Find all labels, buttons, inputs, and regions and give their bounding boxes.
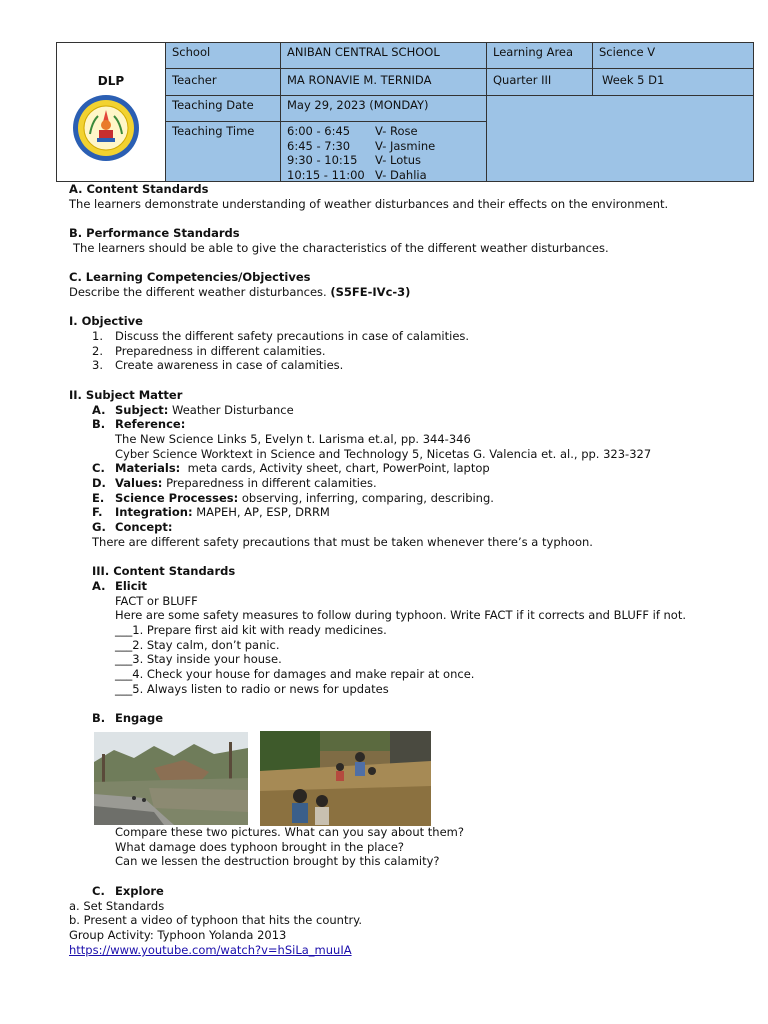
schedule-time: 6:45 - 7:30 <box>287 138 351 153</box>
elicit-title: FACT or BLUFF <box>115 594 198 608</box>
integration-item: F. Integration: MAPEH, AP, ESP, DRRM <box>92 505 330 519</box>
competency-code: (S5FE-IVc-3) <box>330 285 411 299</box>
school-label-cell <box>165 42 281 69</box>
subject-value: Weather Disturbance <box>172 403 294 417</box>
teaching-time-schedule-cell <box>280 121 487 182</box>
materials-label: Materials: <box>115 461 181 475</box>
competencies-text: Describe the different weather disturbances. <box>69 285 327 299</box>
content-section-heading: III. Content Standards <box>92 564 236 578</box>
schedule-time: 10:15 - 11:00 <box>287 167 365 182</box>
processes-item: E. Science Processes: observing, inferring, comparing, describing. <box>92 491 494 505</box>
integration-label: Integration: <box>115 505 193 519</box>
school-label: School <box>172 45 211 59</box>
school-value-cell <box>280 42 487 69</box>
materials-value: meta cards, Activity sheet, chart, PowerPoint, laptop <box>187 461 490 475</box>
reference-text: Cyber Science Worktext in Science and Technology 5, Nicetas G. Valencia et. al., pp. 323-327 <box>115 447 652 461</box>
teaching-date-label-cell <box>165 95 281 122</box>
schedule-time: 9:30 - 10:15 <box>287 153 358 167</box>
content-standards-heading: A. Content Standards <box>69 182 209 196</box>
concept-label: Concept: <box>115 520 173 534</box>
school-value: ANIBAN CENTRAL SCHOOL <box>287 45 440 59</box>
objective-item-text: Preparedness in different calamities. <box>115 344 326 358</box>
materials-item: C. Materials: meta cards, Activity sheet, chart, PowerPoint, laptop <box>92 461 490 475</box>
week-value-cell <box>592 68 754 96</box>
youtube-video-link[interactable]: https://www.youtube.com/watch?v=hSiLa_muuIA <box>69 943 352 957</box>
objective-item-text: Discuss the different safety precautions in case of calamities. <box>115 329 470 343</box>
processes-label: Science Processes: <box>115 491 239 505</box>
explore-line: a. Set Standards <box>69 899 165 913</box>
elicit-question: ___2. Stay calm, don’t panic. <box>115 638 280 652</box>
empty-merged-cell <box>486 95 754 182</box>
engage-question: What damage does typhoon brought in the place? <box>115 840 405 854</box>
explore-line: b. Present a video of typhoon that hits the country. <box>69 913 363 927</box>
teaching-date-label: Teaching Date <box>172 98 254 112</box>
learning-area-value: Science V <box>599 45 656 59</box>
reference-text: The New Science Links 5, Evelyn t. Larisma et.al, pp. 344-346 <box>115 432 471 446</box>
schedule-row <box>287 124 480 139</box>
engage-question: Can we lessen the destruction brought by this calamity? <box>115 854 440 868</box>
flood-photo <box>260 731 431 826</box>
school-seal-icon <box>72 94 140 162</box>
schedule-section: V- Lotus <box>375 153 422 167</box>
performance-standards-text: The learners should be able to give the characteristics of the different weather disturbances. <box>73 241 609 255</box>
engage-label: Engage <box>115 711 164 725</box>
explore-line: Group Activity: Typhoon Yolanda 2013 <box>69 928 287 942</box>
subject-label: Subject: <box>115 403 169 417</box>
reference-item: B. Reference: <box>92 417 186 431</box>
engage-item: B. Engage <box>92 711 164 725</box>
quarter-label: Quarter III <box>493 73 552 87</box>
objective-item: 3. Create awareness in case of calamities. <box>92 358 344 372</box>
schedule-row <box>287 168 480 183</box>
integration-value: MAPEH, AP, ESP, DRRM <box>196 505 330 519</box>
teaching-time-label: Teaching Time <box>172 124 255 138</box>
subject-item: A. Subject: Weather Disturbance <box>92 403 294 417</box>
quarter-label-cell <box>486 68 593 96</box>
objective-heading: I. Objective <box>69 314 143 328</box>
processes-value: observing, inferring, comparing, describing. <box>241 491 494 505</box>
subject-matter-heading: II. Subject Matter <box>69 388 183 402</box>
competencies-line <box>69 285 410 300</box>
explore-item: C. Explore <box>92 884 164 898</box>
values-item: D. Values: Preparedness in different calamities. <box>92 476 377 490</box>
learning-area-label-cell <box>486 42 593 69</box>
teaching-time-label-cell <box>165 121 281 182</box>
learning-area-label: Learning Area <box>493 45 574 59</box>
objective-item: 2. Preparedness in different calamities. <box>92 344 326 358</box>
elicit-question: ___3. Stay inside your house. <box>115 652 282 666</box>
elicit-label: Elicit <box>115 579 147 593</box>
header-table <box>56 42 754 182</box>
reference-label: Reference: <box>115 417 186 431</box>
teacher-value-cell <box>280 68 487 96</box>
objective-item: 1. Discuss the different safety precautions in case of calamities. <box>92 329 470 343</box>
teacher-label-cell <box>165 68 281 96</box>
week-value: Week 5 D1 <box>602 73 665 87</box>
typhoon-damage-photo <box>94 732 248 825</box>
schedule-section: V- Dahlia <box>375 167 427 182</box>
dlp-label: DLP <box>97 74 125 88</box>
teacher-value: MA RONAVIE M. TERNIDA <box>287 73 432 87</box>
teaching-date-value-cell <box>280 95 487 122</box>
schedule-section: V- Jasmine <box>375 138 436 153</box>
elicit-question: ___5. Always listen to radio or news for updates <box>115 682 389 696</box>
elicit-instruction: Here are some safety measures to follow during typhoon. Write FACT if it corrects and BLUFF if not. <box>115 608 687 622</box>
values-value: Preparedness in different calamities. <box>166 476 377 490</box>
schedule-row <box>287 153 480 168</box>
values-label: Values: <box>115 476 163 490</box>
elicit-item: A. Elicit <box>92 579 147 593</box>
performance-standards-heading: B. Performance Standards <box>69 226 240 240</box>
elicit-question: ___4. Check your house for damages and make repair at once. <box>115 667 475 681</box>
content-standards-text: The learners demonstrate understanding of weather disturbances and their effects on the environment. <box>69 197 669 211</box>
concept-text: There are different safety precautions that must be taken whenever there’s a typhoon. <box>92 535 593 549</box>
schedule-section: V- Rose <box>375 124 418 138</box>
competencies-heading: C. Learning Competencies/Objectives <box>69 270 311 284</box>
teacher-label: Teacher <box>172 73 217 87</box>
teaching-date-value: May 29, 2023 (MONDAY) <box>287 98 429 112</box>
learning-area-value-cell <box>592 42 754 69</box>
explore-label: Explore <box>115 884 164 898</box>
schedule-time: 6:00 - 6:45 <box>287 124 351 138</box>
concept-item: G. Concept: <box>92 520 173 534</box>
logo-cell <box>57 43 166 181</box>
elicit-question: ___1. Prepare first aid kit with ready medicines. <box>115 623 387 637</box>
schedule-row <box>287 139 480 154</box>
engage-question: Compare these two pictures. What can you say about them? <box>115 825 464 839</box>
objective-item-text: Create awareness in case of calamities. <box>115 358 344 372</box>
